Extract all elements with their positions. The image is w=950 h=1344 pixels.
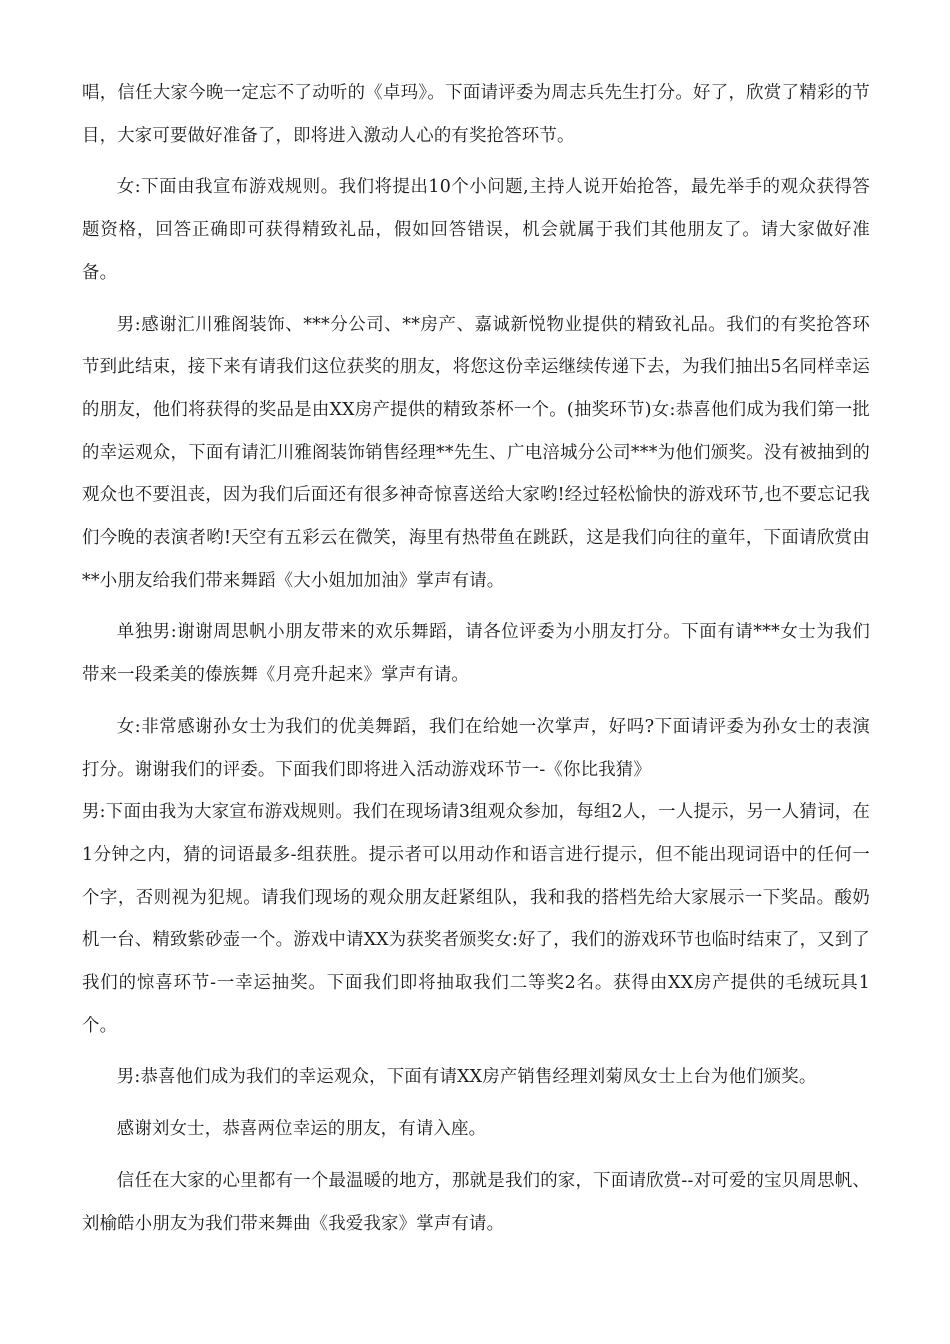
paragraph-7: 男:恭喜他们成为我们的幸运观众，下面有请XX房产销售经理刘菊凤女士上台为他们颁奖。 <box>116 1067 817 1088</box>
paragraph-9: 信任在大家的心里都有一个最温暖的地方，那就是我们的家，下面请欣赏--对可爱的宝贝周思帆、刘榆皓小朋友为我们带来舞曲《我爱我家》掌声有请。 <box>82 1170 870 1234</box>
paragraph-4: 单独男:谢谢周思帆小朋友带来的欢乐舞蹈，请各位评委为小朋友打分。下面有请***女士为我们带来一段柔美的傣族舞《月亮升起来》掌声有请。 <box>82 622 870 686</box>
paragraph-2: 女:下面由我宣布游戏规则。我们将提出10个小问题,主持人说开始抢答，最先举手的观众获得答题资格，回答正确即可获得精致礼品，假如回答错误，机会就属于我们其他朋友了。请大家做好准备。 <box>82 177 870 283</box>
paragraph-8: 感谢刘女士，恭喜两位幸运的朋友，有请入座。 <box>116 1119 487 1140</box>
paragraph-5: 女:非常感谢孙女士为我们的优美舞蹈，我们在给她一次掌声，好吗?下面请评委为孙女士的表演打分。谢谢我们的评委。下面我们即将进入活动游戏环节一-《你比我猜》 <box>82 716 870 780</box>
paragraph-6: 男:下面由我为大家宣布游戏规则。我们在现场请3组观众参加，每组2人，一人提示，另一人猜词，在1分钟之内，猜的词语最多-组获胜。提示者可以用动作和语言进行提示，但不能出现词语中的任何一个字，否则视为犯规。请我们现场的观众朋友赶紧组队，我和我的搭档先给大家展示一下奖品。酸奶机一台、精致紫砂壶一个。游戏中请XX为获奖者颁奖女:好了，我们的游戏环节也临时结束了，又到了我们的惊喜环节-一幸运抽奖。下面我们即将抽取我们二等奖2名。获得由XX房产提供的毛绒玩具1个。 <box>82 802 870 1036</box>
paragraph-1: 唱，信任大家今晚一定忘不了动听的《卓玛》。下面请评委为周志兵先生打分。好了，欣赏了精彩的节目，大家可要做好准备了，即将进入激动人心的有奖抢答环节。 <box>82 83 870 146</box>
document-body <box>82 72 870 1254</box>
paragraph-3: 男:感谢汇川雅阁装饰、***分公司、**房产、嘉诚新悦物业提供的精致礼品。我们的有奖抢答环节到此结束，接下来有请我们这位获奖的朋友，将您这份幸运继续传递下去，为我们抽出5名同样幸运的朋友，他们将获得的奖品是由XX房产提供的精致茶杯一个。(抽奖环节)女:恭喜他们成为我们第一批的幸运观众，下面有请汇川雅阁装饰销售经理**先生、广电涪城分公司***为他们颁奖。没有被抽到的观众也不要沮丧，因为我们后面还有很多神奇惊喜送给大家哟!经过轻松愉快的游戏环节,也不要忘记我们今晚的表演者哟!天空有五彩云在微笑，海里有热带鱼在跳跃，这是我们向往的童年，下面请欣赏由**小朋友给我们带来舞蹈《大小姐加加油》掌声有请。 <box>82 314 870 591</box>
